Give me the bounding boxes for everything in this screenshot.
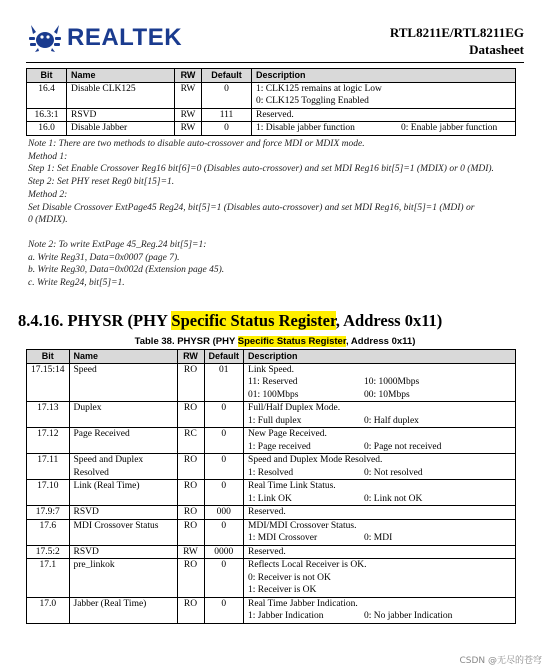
description-right: 10: 1000Mbps — [364, 377, 420, 387]
cell-default: 0 — [204, 597, 244, 623]
caption-suffix: , Address 0x11) — [346, 336, 416, 347]
col-name: Name — [69, 350, 177, 364]
description-title: Real Time Link Status. — [248, 481, 336, 491]
cell-name: Disable Jabber — [67, 122, 175, 136]
cell-bit: 17.11 — [27, 454, 70, 480]
cell-rw: RW — [177, 545, 204, 559]
search-highlight: Specific Status Register — [171, 311, 336, 330]
cell-description — [244, 559, 516, 598]
note-line: a. Write Reg31, Data=0x0007 (page 7). — [28, 252, 180, 263]
description-left: 11: Reserved — [248, 377, 298, 387]
note-line: Set Disable Crossover ExtPage45 Reg24, bit[5]=1 (Disables auto-crossover) and set MDI Reg16, bit[5]=1 (MDI) or — [28, 202, 475, 213]
physr-register-table — [26, 349, 516, 624]
cell-rw: RO — [177, 519, 204, 545]
table-caption — [0, 336, 550, 347]
description-title: Speed and Duplex Mode Resolved. — [248, 455, 383, 465]
cell-description — [244, 506, 516, 520]
note-line: Note 2: To write ExtPage 45_Reg.24 bit[5]=1: — [28, 239, 207, 250]
cell-description — [244, 363, 516, 402]
description-line: 0: Receiver is not OK — [248, 572, 331, 583]
table-row — [27, 545, 516, 559]
table-header-row — [27, 69, 516, 83]
description-left: 1: Link OK — [248, 493, 292, 504]
table-header-row — [27, 350, 516, 364]
cell-bit: 17.0 — [27, 597, 70, 623]
table-row — [27, 506, 516, 520]
watermark: CSDN @无尽的苍穹 — [459, 656, 542, 666]
description-left: 1: Full duplex — [248, 415, 302, 426]
table-row — [27, 428, 516, 454]
cell-bit: 17.15:14 — [27, 363, 70, 402]
cell-default: 0000 — [204, 545, 244, 559]
col-bit: Bit — [27, 350, 70, 364]
table-row — [27, 559, 516, 598]
cell-default: 01 — [204, 363, 244, 402]
note-line: Step 1: Set Enable Crossover Reg16 bit[6]=0 (Disables auto-crossover) and set MDI Reg16 bit[5]=1 (MDIX) or 0 (MDI). — [28, 164, 494, 175]
cell-bit: 16.4 — [27, 82, 67, 108]
note-line: c. Write Reg24, bit[5]=1. — [28, 278, 125, 289]
cell-name: Link (Real Time) — [69, 480, 177, 506]
logo-wordmark: REALTEK — [67, 24, 183, 51]
description-right: 00: 10Mbps — [364, 389, 410, 400]
cell-description: Reserved. — [252, 108, 516, 122]
description-values — [248, 389, 511, 402]
cell-bit: 17.5:2 — [27, 545, 70, 559]
description-title: Reserved. — [248, 546, 286, 557]
cell-rw: RO — [177, 480, 204, 506]
col-default: Default — [204, 350, 244, 364]
col-description: Description — [244, 350, 516, 364]
cell-rw: RC — [177, 428, 204, 454]
description-values — [248, 415, 511, 428]
cell-bit: 17.6 — [27, 519, 70, 545]
cell-name: Jabber (Real Time) — [69, 597, 177, 623]
cell-default: 111 — [202, 108, 252, 122]
cell-name: Speed — [69, 363, 177, 402]
table-row — [27, 108, 516, 122]
description-left: 1: Disable jabber function — [256, 123, 355, 133]
description-title: Reflects Local Receiver is OK. — [248, 560, 367, 570]
table-row — [27, 480, 516, 506]
description-right: 0: MDI — [364, 533, 393, 543]
cell-description — [244, 402, 516, 428]
cell-name: Page Received — [69, 428, 177, 454]
cell-rw: RO — [177, 363, 204, 402]
description-left: 1: Resolved — [248, 467, 294, 478]
description-title: Link Speed. — [248, 364, 294, 375]
header-rule — [26, 62, 524, 63]
description-title: New Page Received. — [248, 429, 327, 439]
search-highlight: Specific Status Register — [237, 336, 346, 347]
cell-bit: 17.12 — [27, 428, 70, 454]
table-row — [27, 402, 516, 428]
realtek-logo — [27, 22, 182, 54]
description-values — [248, 610, 511, 623]
description-values — [248, 441, 511, 454]
description-values — [248, 376, 511, 389]
table-row — [27, 597, 516, 623]
cell-description — [244, 519, 516, 545]
cell-bit: 17.1 — [27, 559, 70, 598]
cell-rw: RW — [175, 122, 202, 136]
description-title: Real Time Jabber Indication. — [248, 598, 358, 609]
document-subtitle: Datasheet — [469, 42, 524, 57]
section-heading — [18, 311, 442, 331]
note-line: Step 2: Set PHY reset Reg0 bit[15]=1. — [28, 177, 175, 188]
cell-name: pre_linkok — [69, 559, 177, 598]
note-spacer — [28, 227, 518, 239]
crab-logo-icon — [27, 23, 63, 53]
cell-default: 000 — [204, 506, 244, 520]
note-line: 0 (MDIX). — [28, 215, 68, 226]
col-rw: RW — [177, 350, 204, 364]
col-rw: RW — [175, 69, 202, 83]
cell-rw: RW — [175, 108, 202, 122]
table-row — [27, 454, 516, 480]
col-name: Name — [67, 69, 175, 83]
section-heading-prefix: 8.4.16. PHYSR (PHY — [18, 311, 172, 330]
cell-name: RSVD — [67, 108, 175, 122]
cell-bit: 17.10 — [27, 480, 70, 506]
note-line: Note 1: There are two methods to disable auto-crossover and force MDI or MDIX mode. — [28, 139, 365, 149]
description-values — [248, 467, 511, 480]
description-left: 1: Page received — [248, 441, 311, 452]
cell-name: Duplex — [69, 402, 177, 428]
description-line: 1: Receiver is OK — [248, 585, 317, 595]
col-description: Description — [252, 69, 516, 83]
description-left: 1: Jabber Indication — [248, 611, 324, 621]
cell-rw: RO — [177, 402, 204, 428]
section-heading-suffix: , Address 0x11) — [335, 311, 443, 330]
cell-bit: 16.0 — [27, 122, 67, 136]
cell-rw: RO — [177, 559, 204, 598]
note-line: b. Write Reg30, Data=0x002d (Extension page 45). — [28, 265, 225, 276]
description-right: 0: Enable jabber function — [401, 123, 498, 133]
description-right: 0: No jabber Indication — [364, 611, 453, 621]
cell-name: Speed and Duplex Resolved — [69, 454, 177, 480]
description-values — [248, 493, 511, 506]
cell-rw: RO — [177, 454, 204, 480]
cell-rw: RW — [175, 82, 202, 108]
description-left: 01: 100Mbps — [248, 389, 299, 400]
cell-description — [252, 82, 516, 108]
col-bit: Bit — [27, 69, 67, 83]
table-row — [27, 519, 516, 545]
description-right: 0: Link not OK — [364, 493, 423, 504]
note-line: Method 1: — [28, 151, 68, 162]
cell-default: 0 — [204, 519, 244, 545]
col-default: Default — [202, 69, 252, 83]
description-right: 0: Not resolved — [364, 467, 423, 478]
note-line: Method 2: — [28, 189, 68, 200]
document-header — [390, 24, 524, 58]
description-right: 0: Page not received — [364, 441, 442, 452]
cell-default: 0 — [204, 454, 244, 480]
cell-rw: RO — [177, 506, 204, 520]
table-row — [27, 82, 516, 108]
table-row — [27, 122, 516, 136]
cell-default: 0 — [204, 559, 244, 598]
table-row — [27, 363, 516, 402]
cell-bit: 16.3:1 — [27, 108, 67, 122]
cell-name: Disable CLK125 — [67, 82, 175, 108]
cell-description — [244, 454, 516, 480]
table-notes — [28, 138, 518, 290]
description-left: 1: MDI Crossover — [248, 533, 318, 543]
cell-rw: RO — [177, 597, 204, 623]
cell-bit: 17.13 — [27, 402, 70, 428]
description-title: Full/Half Duplex Mode. — [248, 403, 341, 413]
cell-default: 0 — [202, 82, 252, 108]
cell-default: 0 — [204, 402, 244, 428]
cell-description — [244, 428, 516, 454]
description-line: 1: CLK125 remains at logic Low — [256, 83, 382, 94]
description-line: 0: CLK125 Toggling Enabled — [256, 96, 369, 106]
cell-default: 0 — [204, 480, 244, 506]
cell-description — [244, 545, 516, 559]
cell-name: RSVD — [69, 545, 177, 559]
register-table-continued — [26, 68, 516, 136]
caption-prefix: Table 38. PHYSR (PHY — [134, 336, 238, 347]
cell-default: 0 — [202, 122, 252, 136]
cell-description — [244, 597, 516, 623]
description-title: Reserved. — [248, 507, 286, 517]
cell-bit: 17.9:7 — [27, 506, 70, 520]
description-values — [248, 532, 511, 545]
document-title: RTL8211E/RTL8211EG — [389, 25, 524, 40]
cell-default: 0 — [204, 428, 244, 454]
cell-description — [252, 122, 516, 136]
cell-description — [244, 480, 516, 506]
description-right: 0: Half duplex — [364, 415, 419, 426]
cell-name: MDI Crossover Status — [69, 519, 177, 545]
description-title: MDI/MDI Crossover Status. — [248, 520, 357, 531]
cell-name: RSVD — [69, 506, 177, 520]
